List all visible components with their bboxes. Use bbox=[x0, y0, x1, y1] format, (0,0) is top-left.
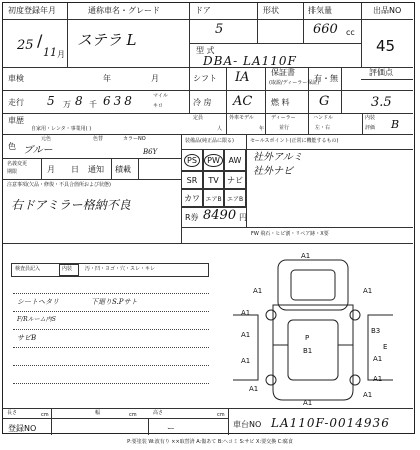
sales-point-line2: 社外ナビ bbox=[253, 166, 293, 177]
width-label: 幅 bbox=[95, 410, 101, 416]
color-original-label: 元色 bbox=[41, 136, 52, 142]
mileage-sen: 8 bbox=[75, 94, 83, 108]
diagram-marker-7: E bbox=[383, 343, 388, 351]
rating-value: 3.5 bbox=[371, 95, 392, 110]
type-value: DBA- LA110F bbox=[203, 54, 297, 68]
rating-label: 評価点 bbox=[369, 68, 393, 77]
car-diagram bbox=[213, 245, 413, 407]
inspection-year-label: 年 bbox=[103, 74, 111, 83]
chassis-label: 車台NO bbox=[233, 420, 262, 429]
diagram-marker-13: A1 bbox=[303, 399, 313, 407]
capacity-unit: 人 bbox=[217, 126, 223, 132]
reg-label: 登録NO bbox=[8, 424, 37, 433]
mileage-label: 走行 bbox=[8, 98, 24, 107]
inspection-interior-items: 汚・凹・ヨゴ・穴・スレ・キレ bbox=[85, 266, 155, 272]
equip-leather: カワ bbox=[181, 189, 203, 207]
color-no-label: カラーNO bbox=[123, 136, 146, 142]
displacement-unit: cc bbox=[346, 28, 355, 37]
mileage-sen-unit: 千 bbox=[89, 100, 97, 109]
inspection-line-4: サビB bbox=[17, 334, 37, 342]
diagram-marker-11: P bbox=[305, 334, 310, 342]
first-reg-slash: / bbox=[37, 31, 43, 50]
color-change-label: 色替 bbox=[93, 136, 104, 142]
name-change-deadline: 期限 bbox=[7, 169, 18, 175]
import-label: 外車モデル bbox=[229, 115, 254, 121]
import-unit: 年 bbox=[259, 126, 265, 132]
height-unit: cm bbox=[217, 412, 225, 418]
first-reg-year: 25 bbox=[17, 38, 34, 53]
equip-ps: PS bbox=[181, 149, 203, 171]
mileage-man-unit: 万 bbox=[63, 100, 71, 109]
inspection-month-label: 月 bbox=[151, 74, 159, 83]
legend: P:要塗装 W:波有り ××取替済 A:傷あて B:へコミ S:サビ X:要交換 C:腐食 bbox=[127, 439, 293, 445]
inspection-label: 車検 bbox=[8, 74, 24, 83]
shape-label: 形状 bbox=[263, 6, 279, 15]
warranty-value: 有・無 bbox=[314, 74, 338, 83]
lot-label: 出品NO bbox=[373, 6, 402, 15]
notes-label: 注意事項(欠品・修復・不具合箇所および状態) bbox=[7, 182, 111, 188]
auction-sheet bbox=[2, 2, 415, 434]
chassis-value: LA110F-0014936 bbox=[271, 416, 390, 430]
color-value: ブルー bbox=[23, 145, 53, 156]
ac-value: AC bbox=[233, 94, 253, 109]
equip-airbag-2: エアB bbox=[224, 189, 246, 207]
dealer-sub: 並行 bbox=[279, 125, 290, 131]
capacity-label: 定員 bbox=[193, 115, 204, 121]
first-reg-label: 初度登録年月 bbox=[8, 6, 56, 15]
displacement-value: 660 bbox=[313, 22, 338, 37]
equipment-label: 装備品(純正品に限る) bbox=[185, 138, 234, 144]
color-label: 色 bbox=[8, 142, 16, 151]
interior-sub: 評価 bbox=[365, 125, 376, 131]
displacement-label: 排気量 bbox=[308, 6, 332, 15]
shift-value: IA bbox=[235, 70, 250, 85]
history-options: 自家用・レンタ・事業用( ) bbox=[31, 126, 92, 132]
shift-label: シフト bbox=[193, 74, 217, 83]
doors-label: ドア bbox=[195, 6, 211, 15]
equip-tv: TV bbox=[203, 171, 224, 189]
interior-label: 内装 bbox=[365, 115, 376, 121]
diagram-marker-8: A1 bbox=[373, 355, 383, 363]
diagram-marker-10: A1 bbox=[373, 375, 383, 383]
width-unit: cm bbox=[129, 412, 137, 418]
mileage-unit-km: キロ bbox=[153, 103, 164, 109]
reg-dash: ー bbox=[167, 424, 175, 433]
diagram-marker-5: B3 bbox=[371, 327, 381, 335]
glass-note: FW 飛石・ヒビ割・リペア跡・X要 bbox=[251, 231, 329, 237]
model-label: 通称車名・グレード bbox=[88, 6, 160, 15]
diagram-marker-3: A1 bbox=[363, 287, 373, 295]
equip-sr: SR bbox=[181, 171, 203, 189]
notes-value: 右ドアミラー格納不良 bbox=[11, 198, 131, 212]
diagram-marker-9: A1 bbox=[241, 357, 251, 365]
equip-navi: ナビ bbox=[224, 171, 246, 189]
warranty-label: 保証書 bbox=[271, 68, 295, 77]
lot-value: 45 bbox=[376, 37, 396, 55]
inspection-line-1: シートヘタリ bbox=[17, 298, 59, 306]
sales-point-label: セールスポイント(正常に機能するもの) bbox=[250, 138, 339, 144]
diagram-marker-15: A1 bbox=[363, 391, 373, 399]
interior-value: B bbox=[391, 118, 400, 131]
handle-label: ハンドル bbox=[313, 115, 334, 121]
name-change-month: 月 bbox=[47, 165, 55, 174]
inspection-interior-tag: 内装 bbox=[62, 266, 73, 272]
history-label: 車歴 bbox=[8, 116, 24, 125]
model-value: ステラ L bbox=[77, 31, 137, 49]
recycle-label: R券 bbox=[185, 213, 199, 222]
fuel-value: G bbox=[319, 94, 330, 109]
sales-point-line1: 社外アルミ bbox=[253, 152, 303, 163]
inspection-label: 検査員記入 bbox=[15, 266, 41, 272]
recycle-unit: 円 bbox=[239, 213, 247, 222]
mileage-rest: 638 bbox=[103, 94, 135, 108]
recycle-value: 8490 bbox=[203, 208, 237, 223]
diagram-marker-6: A1 bbox=[241, 331, 251, 339]
handle-value: 左・右 bbox=[315, 125, 331, 131]
mileage-unit-mile: マイル bbox=[153, 93, 168, 99]
color-code: B6Y bbox=[143, 148, 158, 156]
length-label: 長さ bbox=[7, 410, 18, 416]
length-unit: cm bbox=[41, 412, 49, 418]
doors-value: 5 bbox=[215, 22, 224, 37]
warranty-sub: (取説/ディーラー保証) bbox=[269, 80, 320, 86]
diagram-marker-4: A1 bbox=[241, 309, 251, 317]
height-label: 高さ bbox=[153, 410, 164, 416]
diagram-marker-12: A1 bbox=[249, 385, 259, 393]
dealer-label: ディーラー bbox=[271, 115, 296, 121]
name-change-notice: 通知 bbox=[88, 165, 104, 174]
fuel-label: 燃 料 bbox=[271, 98, 290, 107]
inspection-line-2: 下廻りS.Pサト bbox=[91, 298, 138, 306]
first-reg-month: 11 bbox=[43, 46, 57, 59]
type-label: 型 式 bbox=[196, 46, 215, 55]
name-change-day: 日 bbox=[71, 165, 79, 174]
mileage-man: 5 bbox=[47, 94, 55, 108]
diagram-marker-2: A1 bbox=[253, 287, 263, 295]
equip-pw: PW bbox=[203, 149, 224, 171]
diagram-marker-1: A1 bbox=[301, 252, 311, 260]
equip-aw: AW bbox=[224, 149, 246, 171]
name-change-label: 名義変更 bbox=[7, 161, 28, 167]
name-change-accum: 積載 bbox=[115, 165, 131, 174]
first-reg-month-unit: 月 bbox=[57, 50, 65, 59]
ac-label: 冷 房 bbox=[193, 98, 212, 107]
diagram-marker-14: B1 bbox=[303, 347, 313, 355]
equip-airbag-1: エアB bbox=[203, 189, 224, 207]
inspection-line-3: F/Rルーム内S bbox=[17, 316, 56, 323]
